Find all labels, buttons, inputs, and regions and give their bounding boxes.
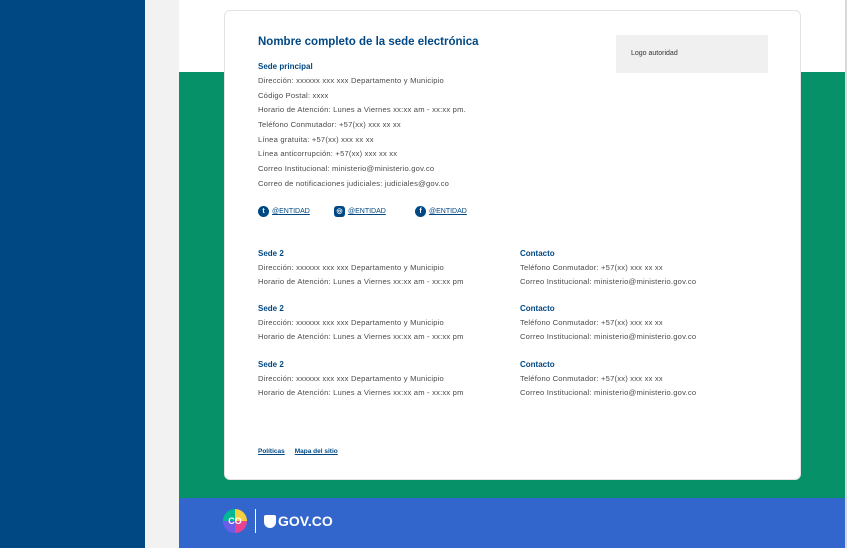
principal-correo-judicial: Correo de notificaciones judiciales: judiciales@gov.co (258, 178, 450, 188)
sede-principal-heading: Sede principal (258, 62, 313, 71)
facebook-link[interactable]: @ENTIDAD (429, 208, 467, 215)
contacto-correo: Correo Institucional: ministerio@ministerio.gov.co (520, 388, 697, 397)
contacto-correo: Correo Institucional: ministerio@ministerio.gov.co (520, 277, 697, 286)
logo-placeholder-text: Logo autoridad (631, 50, 678, 57)
politicas-link[interactable]: Políticas (258, 448, 285, 455)
site-title: Nombre completo de la sede electrónica (258, 36, 479, 48)
social-facebook[interactable] (415, 206, 467, 217)
sede-direccion: Dirección: xxxxxx xxx xxx Departamento y Municipio (258, 374, 444, 383)
govco-text: GOV.CO (278, 513, 333, 529)
footer-info-card (224, 10, 801, 480)
contacto-block (520, 360, 696, 402)
sede-horario: Horario de Atención: Lunes a Viernes xx:xx am - xx:xx pm (258, 277, 464, 286)
sede-heading: Sede 2 (258, 249, 284, 258)
contacto-block (520, 304, 696, 346)
principal-horario: Horario de Atención: Lunes a Viernes xx:xx am - xx:xx pm. (258, 105, 466, 115)
facebook-icon: f (415, 206, 426, 217)
contacto-block (520, 249, 696, 291)
contacto-telefono: Teléfono Conmutador: +57(xx) xxx xx xx (520, 263, 663, 272)
govco-brand (223, 509, 333, 533)
sede-principal-block (258, 62, 466, 194)
shield-icon (264, 515, 276, 528)
principal-telefono: Teléfono Conmutador: +57(xx) xxx xx xx (258, 120, 401, 130)
left-navy-panel (0, 0, 145, 548)
mapa-del-sitio-link[interactable]: Mapa del sitio (294, 448, 338, 455)
twitter-link[interactable]: @ENTIDAD (272, 208, 310, 215)
sede-block (258, 249, 464, 291)
govco-logo[interactable] (264, 513, 333, 529)
contacto-heading: Contacto (520, 360, 555, 369)
colombia-co-logo[interactable]: CO (223, 509, 247, 533)
sede-direccion: Dirección: xxxxxx xxx xxx Departamento y Municipio (258, 318, 444, 327)
social-twitter[interactable] (258, 206, 310, 217)
contacto-heading: Contacto (520, 304, 555, 313)
contacto-telefono: Teléfono Conmutador: +57(xx) xxx xx xx (520, 318, 663, 327)
principal-direccion: Dirección: xxxxxx xxx xxx Departamento y Municipio (258, 76, 444, 85)
sede-horario: Horario de Atención: Lunes a Viernes xx:xx am - xx:xx pm (258, 332, 464, 341)
contacto-telefono: Teléfono Conmutador: +57(xx) xxx xx xx (520, 374, 663, 383)
sede-block (258, 360, 464, 402)
footer-links (258, 448, 338, 455)
twitter-icon: t (258, 206, 269, 217)
principal-correo: Correo Institucional: ministerio@ministerio.gov.co (258, 164, 435, 174)
principal-linea-gratuita: Línea gratuita: +57(xx) xxx xx xx (258, 134, 374, 144)
brand-divider (255, 509, 256, 533)
contacto-heading: Contacto (520, 249, 555, 258)
authority-logo-placeholder (616, 35, 768, 73)
sede-heading: Sede 2 (258, 360, 284, 369)
social-instagram[interactable] (334, 206, 386, 217)
instagram-link[interactable]: @ENTIDAD (348, 208, 386, 215)
principal-linea-anticorrupcion: Línea anticorrupción: +57(xx) xxx xx xx (258, 149, 398, 159)
sede-block (258, 304, 464, 346)
principal-codigo-postal: Código Postal: xxxx (258, 90, 329, 100)
instagram-icon: ◎ (334, 206, 345, 217)
sede-heading: Sede 2 (258, 304, 284, 313)
sede-direccion: Dirección: xxxxxx xxx xxx Departamento y Municipio (258, 263, 444, 272)
sede-horario: Horario de Atención: Lunes a Viernes xx:xx am - xx:xx pm (258, 388, 464, 397)
contacto-correo: Correo Institucional: ministerio@ministerio.gov.co (520, 332, 697, 341)
